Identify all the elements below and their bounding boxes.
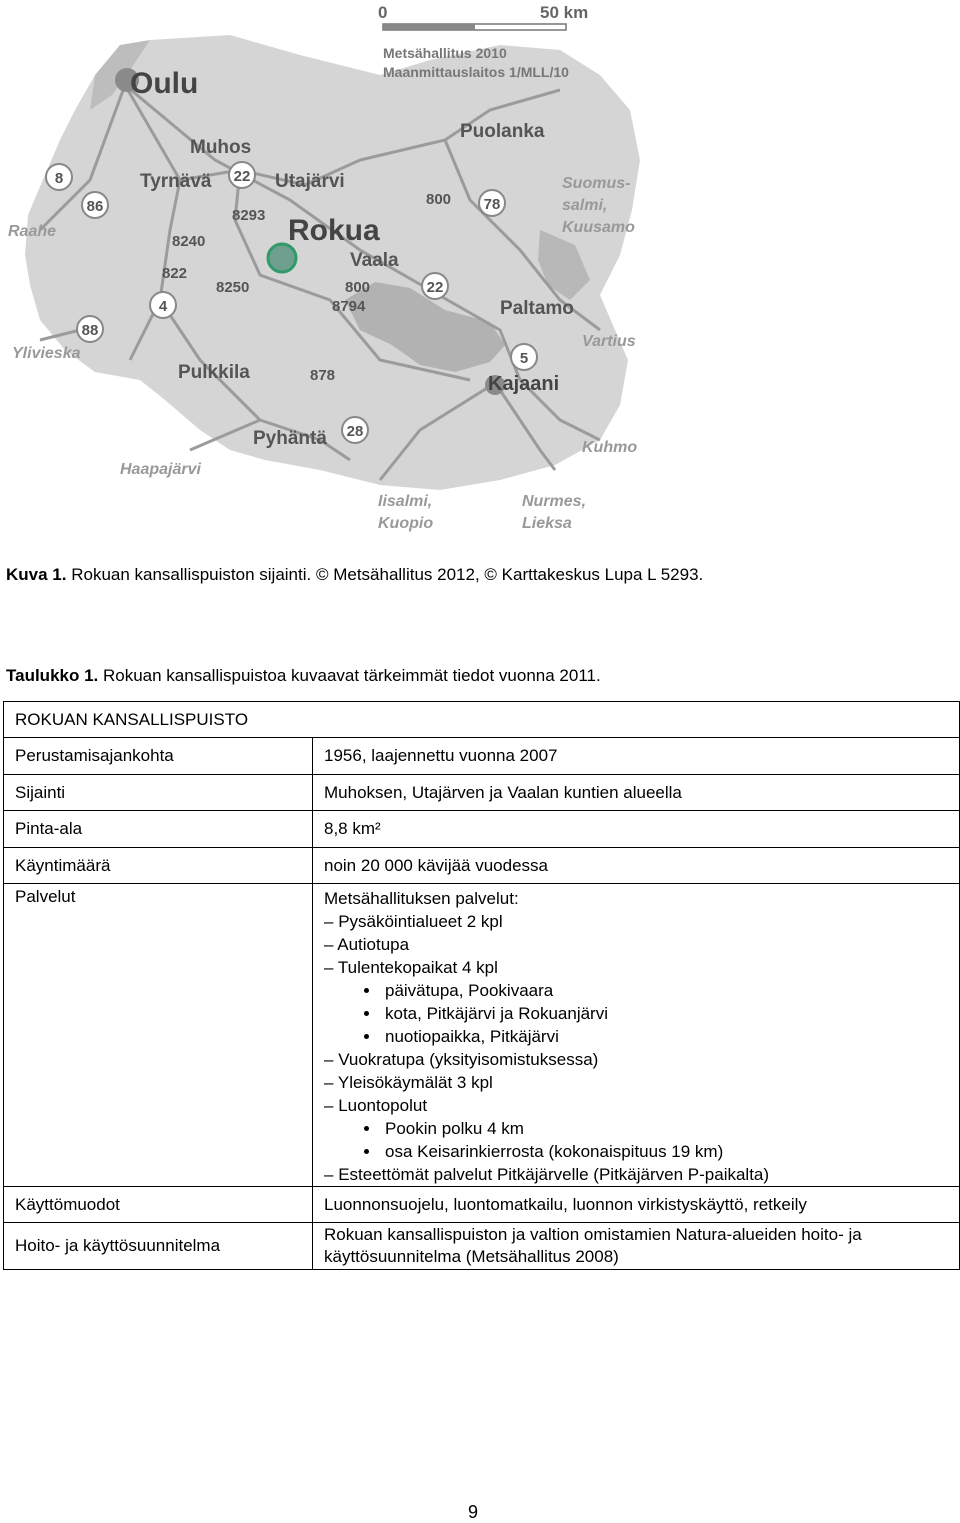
location-map [0, 0, 960, 545]
row-value-founded: 1956, laajennettu vuonna 2007 [313, 738, 960, 775]
road-78: 78 [483, 196, 501, 213]
page-number: 9 [468, 1502, 479, 1522]
table-title: ROKUAN KANSALLISPUISTO [4, 702, 960, 738]
place-lieksa: Lieksa [522, 515, 572, 532]
service-item: – Yleisökäymälät 3 kpl [324, 1071, 959, 1094]
table-row [4, 811, 960, 848]
table-row [4, 884, 960, 1187]
figure-caption-label: Kuva 1. [6, 565, 67, 584]
place-kuusamo: Kuusamo [562, 219, 635, 236]
place-suomussalmi-2: salmi, [562, 197, 608, 214]
row-label-uses: Käyttömuodot [4, 1187, 313, 1223]
service-subitem-text: nuotiopaikka, Pitkäjärvi [385, 1027, 559, 1046]
place-vartius: Vartius [582, 333, 636, 350]
road-8794: 8794 [332, 298, 366, 315]
table-caption-text: Rokuan kansallispuistoa kuvaavat tärkeimmät tiedot vuonna 2011. [98, 666, 601, 685]
table-row [4, 738, 960, 775]
town-kajaani: Kajaani [488, 373, 560, 395]
road-8293: 8293 [232, 207, 266, 224]
service-subitem [324, 1140, 959, 1163]
town-vaala: Vaala [350, 250, 399, 271]
table-caption-label: Taulukko 1. [6, 666, 99, 685]
service-subitem-text: kota, Pitkäjärvi ja Rokuanjärvi [385, 1004, 608, 1023]
map-credit-1: Metsähallitus 2010 [383, 45, 507, 61]
service-subitem-text: Pookin polku 4 km [385, 1119, 524, 1138]
service-subitem [324, 1117, 959, 1140]
service-item: – Autiotupa [324, 933, 959, 956]
row-value-location: Muhoksen, Utajärven ja Vaalan kuntien alueella [313, 775, 960, 811]
row-label-plan: Hoito- ja käyttösuunnitelma [4, 1223, 313, 1270]
service-item: – Luontopolut [324, 1094, 959, 1117]
service-subitem-text: päivätupa, Pookivaara [385, 981, 554, 1000]
scale-zero: 0 [378, 3, 388, 22]
town-tyrnava: Tyrnävä [140, 171, 212, 192]
rokua-park-marker [268, 244, 296, 272]
table-row [4, 1223, 960, 1270]
road-878: 878 [310, 367, 336, 384]
road-22-north: 22 [233, 168, 251, 185]
place-suomussalmi-1: Suomus- [562, 175, 631, 192]
town-oulu: Oulu [130, 67, 199, 100]
row-label-services: Palvelut [4, 884, 313, 1187]
row-label-area: Pinta-ala [4, 811, 313, 848]
table-title-row [4, 702, 960, 738]
scale-fifty: 50 km [540, 3, 589, 22]
road-822: 822 [162, 265, 188, 282]
row-label-visits: Käyntimäärä [4, 848, 313, 884]
place-iisalmi: Iisalmi, [378, 493, 433, 510]
service-item: – Pysäköintialueet 2 kpl [324, 910, 959, 933]
plan-line-2: käyttösuunnitelma (Metsähallitus 2008) [324, 1247, 619, 1266]
service-subitem [324, 1002, 959, 1025]
scale-bar [378, 3, 588, 80]
services-intro: Metsähallituksen palvelut: [324, 889, 519, 908]
road-8250: 8250 [216, 279, 250, 296]
service-item: – Esteettömät palvelut Pitkäjärvelle (Pitkäjärven P-paikalta) [324, 1163, 959, 1186]
table-row [4, 775, 960, 811]
row-value-area: 8,8 km² [313, 811, 960, 848]
town-pyhanta: Pyhäntä [253, 428, 327, 449]
row-value-services [313, 884, 960, 1187]
row-label-location: Sijainti [4, 775, 313, 811]
row-value-visits: noin 20 000 kävijää vuodessa [313, 848, 960, 884]
town-paltamo: Paltamo [500, 298, 574, 319]
row-label-founded: Perustamisajankohta [4, 738, 313, 775]
table-row [4, 1187, 960, 1223]
road-5: 5 [519, 350, 529, 367]
service-subitem [324, 1025, 959, 1048]
place-ylivieska: Ylivieska [12, 345, 81, 362]
place-haapajarvi: Haapajärvi [120, 461, 201, 478]
road-88: 88 [81, 322, 99, 339]
road-800-south: 800 [345, 279, 371, 296]
road-28: 28 [346, 423, 364, 440]
road-4: 4 [158, 298, 168, 315]
town-utajarvi: Utajärvi [275, 171, 345, 192]
row-value-uses: Luonnonsuojelu, luontomatkailu, luonnon virkistyskäyttö, retkeily [313, 1187, 960, 1223]
road-800-north: 800 [426, 191, 452, 208]
road-8240: 8240 [172, 233, 206, 250]
service-subitem [324, 979, 959, 1002]
town-muhos: Muhos [190, 137, 252, 158]
road-8: 8 [54, 170, 64, 187]
place-raahe: Raahe [8, 223, 57, 240]
place-nurmes: Nurmes, [522, 493, 587, 510]
map-credit-2: Maanmittauslaitos 1/MLL/10 [383, 64, 569, 80]
road-22-south: 22 [426, 279, 444, 296]
road-86: 86 [86, 198, 104, 215]
service-subitem-text: osa Keisarinkierrosta (kokonaispituus 19 km) [385, 1142, 724, 1161]
service-item: – Vuokratupa (yksityisomistuksessa) [324, 1048, 959, 1071]
row-value-plan [313, 1223, 960, 1270]
table-row [4, 848, 960, 884]
place-kuhmo: Kuhmo [582, 439, 638, 456]
figure-caption-text: Rokuan kansallispuiston sijainti. © Metsähallitus 2012, © Karttakeskus Lupa L 5293. [66, 565, 704, 584]
town-puolanka: Puolanka [460, 121, 545, 142]
town-pulkkila: Pulkkila [178, 362, 250, 383]
plan-line-1: Rokuan kansallispuiston ja valtion omistamien Natura-alueiden hoito- ja [324, 1225, 862, 1244]
figure-caption [6, 565, 703, 585]
table-caption [6, 666, 601, 686]
place-kuopio: Kuopio [378, 515, 434, 532]
service-item: – Tulentekopaikat 4 kpl [324, 956, 959, 979]
town-rokua: Rokua [288, 214, 380, 247]
park-info-table [3, 701, 960, 1270]
